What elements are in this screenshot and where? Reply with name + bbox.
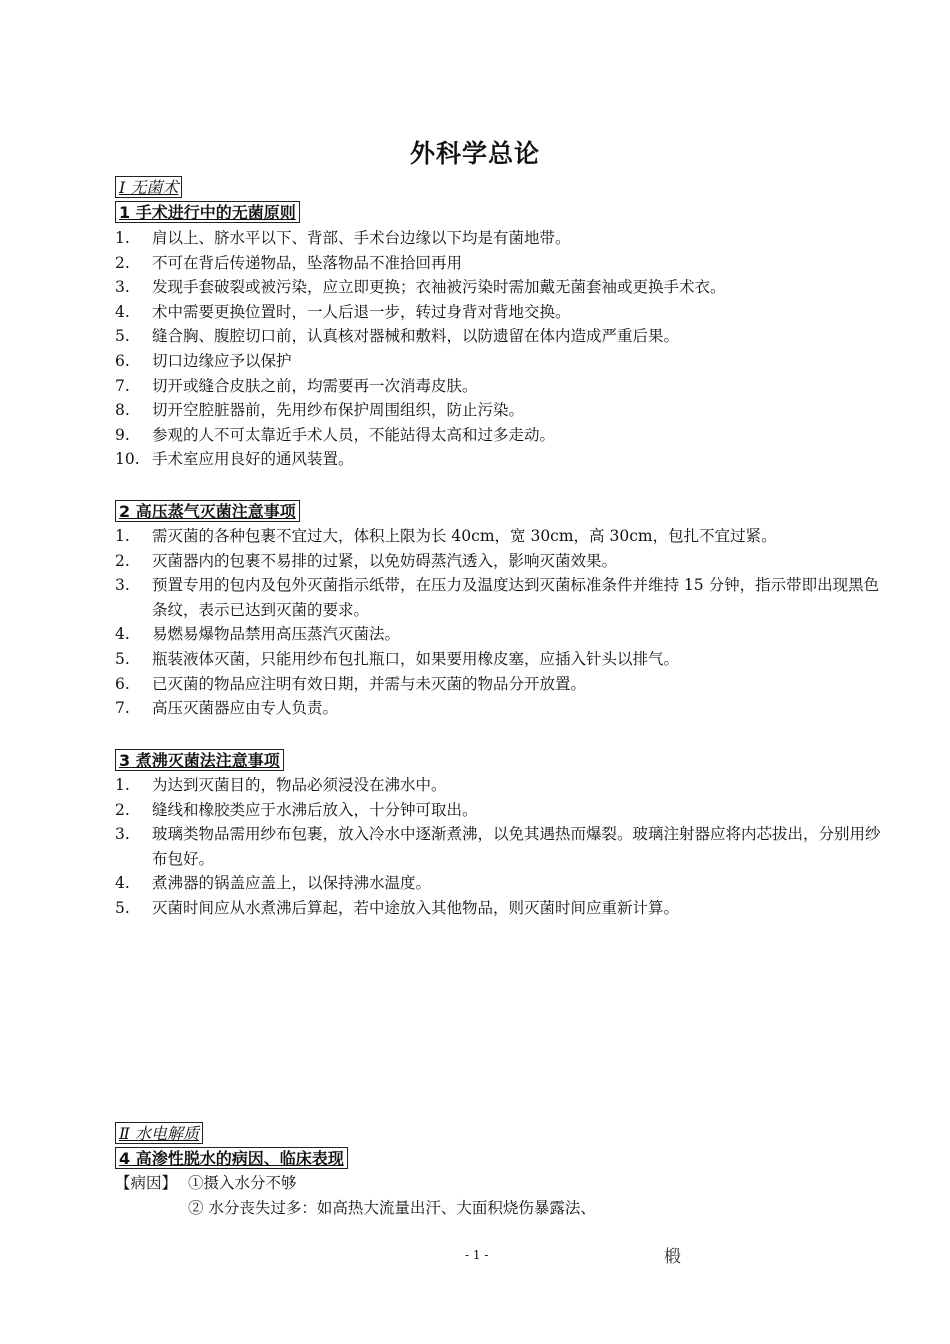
list-item-number: 8. bbox=[115, 401, 130, 420]
list-item-number: 10. bbox=[115, 450, 140, 469]
list-item-number: 5. bbox=[115, 898, 130, 917]
list-item-number: 9. bbox=[115, 425, 130, 444]
list-item-number: 3. bbox=[115, 278, 130, 297]
steam-sterilization-list bbox=[115, 524, 885, 721]
list-item-number: 2. bbox=[115, 253, 130, 272]
list-item bbox=[115, 573, 885, 622]
list-item-text: 切口边缘应予以保护 bbox=[152, 351, 292, 370]
boiling-sterilization-list bbox=[115, 773, 885, 921]
list-item-number: 1. bbox=[115, 229, 130, 247]
list-item-text: 术中需要更换位置时，一人后退一步，转过身背对背地交换。 bbox=[152, 302, 571, 321]
list-item-text: 切开或缝合皮肤之前，均需要再一次消毒皮肤。 bbox=[152, 376, 478, 395]
list-item-text: 手术室应用良好的通风装置。 bbox=[152, 450, 354, 469]
list-item bbox=[115, 798, 885, 823]
list-item bbox=[115, 696, 885, 721]
list-item-text: 预置专用的包内及包外灭菌指示纸带，在压力及温度达到灭菌标准条件并维持 15 分钟，指示带即出现黑色条纹，表示已达到灭菌的要求。 bbox=[152, 576, 880, 619]
list-item-text: 参观的人不可太靠近手术人员，不能站得太高和过多走动。 bbox=[152, 425, 556, 444]
list-item-text: 瓶装液体灭菌，只能用纱布包扎瓶口，如果要用橡皮塞，应插入针头以排气。 bbox=[152, 649, 680, 668]
list-item-text: 缝合胸、腹腔切口前，认真核对器械和敷料，以防遗留在体内造成严重后果。 bbox=[152, 327, 680, 346]
list-item-number: 1. bbox=[115, 776, 130, 794]
section-heading-boiling-sterilization: 3 煮沸灭菌法注意事项 bbox=[115, 749, 284, 771]
list-item bbox=[115, 822, 885, 871]
list-item-text: 切开空腔脏器前，先用纱布保护周围组织，防止污染。 bbox=[152, 401, 525, 420]
list-item-number: 2. bbox=[115, 551, 130, 570]
list-item-number: 2. bbox=[115, 800, 130, 819]
list-item-number: 6. bbox=[115, 351, 130, 370]
cause-label: 【病因】 bbox=[115, 1174, 178, 1192]
list-item-text: 煮沸器的锅盖应盖上，以保持沸水温度。 bbox=[152, 874, 432, 893]
list-item-text: 发现手套破裂或被污染，应立即更换；衣袖被污染时需加戴无菌套袖或更换手术衣。 bbox=[152, 278, 726, 297]
list-item-text: 为达到灭菌目的，物品必须浸没在沸水中。 bbox=[152, 776, 447, 794]
list-item bbox=[115, 524, 885, 549]
list-item-number: 4. bbox=[115, 302, 130, 321]
section-heading-aseptic-principles: 1 手术进行中的无菌原则 bbox=[115, 201, 300, 223]
list-item-number: 4. bbox=[115, 874, 130, 893]
list-item-number: 7. bbox=[115, 699, 130, 718]
list-item-text: 玻璃类物品需用纱布包裹，放入冷水中逐渐煮沸，以免其遇热而爆裂。玻璃注射器应将内芯拔出，分别用纱布包好。 bbox=[152, 825, 881, 868]
list-item-number: 5. bbox=[115, 649, 130, 668]
list-item-text: 易燃易爆物品禁用高压蒸汽灭菌法。 bbox=[152, 625, 401, 644]
list-item bbox=[115, 374, 885, 399]
aseptic-principles-list bbox=[115, 226, 885, 472]
list-item-number: 1. bbox=[115, 527, 130, 545]
list-item bbox=[115, 447, 885, 472]
list-item bbox=[115, 398, 885, 423]
list-item-number: 3. bbox=[115, 576, 130, 595]
list-item-number: 5. bbox=[115, 327, 130, 346]
list-item bbox=[115, 622, 885, 647]
cause-item-1: ①摄入水分不够 bbox=[188, 1174, 297, 1192]
list-item bbox=[115, 275, 885, 300]
list-item bbox=[115, 896, 885, 921]
list-item-text: 灭菌时间应从水煮沸后算起，若中途放入其他物品，则灭菌时间应重新计算。 bbox=[152, 898, 680, 917]
list-item bbox=[115, 324, 885, 349]
list-item-text: 已灭菌的物品应注明有效日期，并需与未灭菌的物品分开放置。 bbox=[152, 674, 587, 693]
list-item bbox=[115, 349, 885, 374]
list-item-text: 肩以上、脐水平以下、背部、手术台边缘以下均是有菌地带。 bbox=[152, 229, 571, 247]
list-item bbox=[115, 423, 885, 448]
list-item-number: 7. bbox=[115, 376, 130, 395]
section-heading-hypertonic-dehydration: 4 高渗性脱水的病因、临床表现 bbox=[115, 1147, 348, 1169]
list-item bbox=[115, 647, 885, 672]
list-item bbox=[115, 871, 885, 896]
list-item-text: 需灭菌的各种包裹不宜过大，体积上限为长 40cm，宽 30cm，高 30cm，包扎不宜过紧。 bbox=[152, 527, 777, 545]
list-item-number: 4. bbox=[115, 625, 130, 644]
document-title: 外科学总论 bbox=[409, 139, 540, 168]
list-item bbox=[115, 773, 885, 798]
part-heading-aseptic: Ⅰ 无菌术 bbox=[115, 176, 182, 198]
list-item-number: 6. bbox=[115, 674, 130, 693]
list-item bbox=[115, 300, 885, 325]
list-item-text: 灭菌器内的包裹不易排的过紧，以免妨碍蒸汽透入，影响灭菌效果。 bbox=[152, 551, 618, 570]
list-item-text: 不可在背后传递物品，坠落物品不准拾回再用 bbox=[152, 253, 463, 272]
list-item bbox=[115, 251, 885, 276]
list-item-text: 高压灭菌器应由专人负责。 bbox=[152, 699, 339, 718]
part-heading-water-electrolyte: Ⅱ 水电解质 bbox=[115, 1122, 203, 1144]
list-item bbox=[115, 549, 885, 574]
list-item bbox=[115, 672, 885, 697]
list-item-text: 缝线和橡胶类应于水沸后放入，十分钟可取出。 bbox=[152, 800, 478, 819]
footer-mark: 椴 bbox=[664, 1247, 681, 1267]
cause-item-2: ② 水分丧失过多：如高热大流量出汗、大面积烧伤暴露法、 bbox=[188, 1199, 596, 1217]
list-item bbox=[115, 226, 885, 251]
page-number: - 1 - bbox=[465, 1248, 489, 1262]
list-item-number: 3. bbox=[115, 825, 130, 844]
section-heading-steam-sterilization: 2 高压蒸气灭菌注意事项 bbox=[115, 500, 300, 522]
